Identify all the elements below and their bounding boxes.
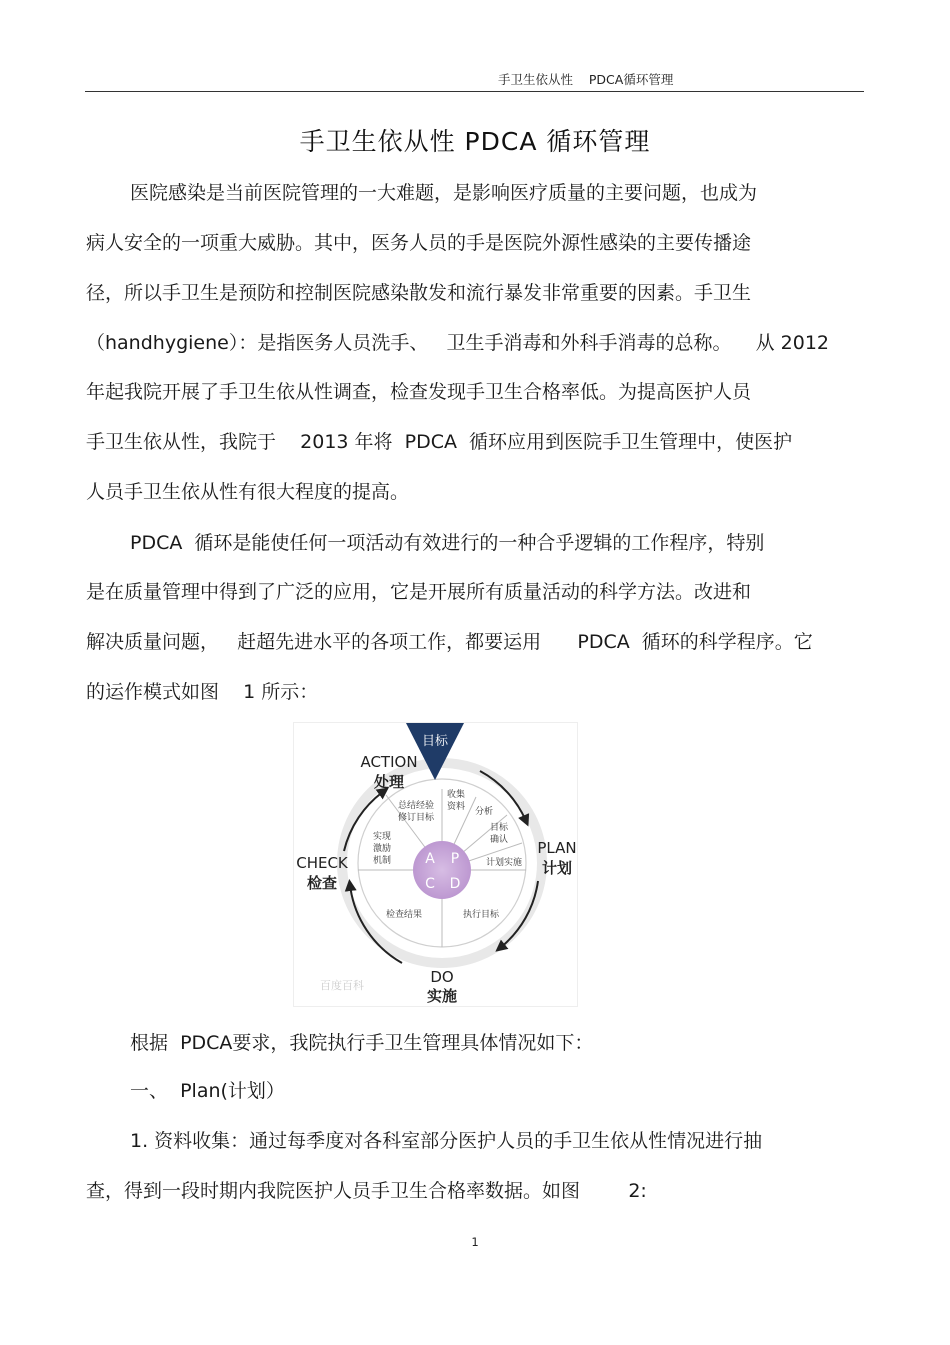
hub-letter: D <box>449 876 461 892</box>
plan-label: PLAN <box>537 839 577 857</box>
intro-line: 径，所以手卫生是预防和控制医院感染散发和流行暴发非常重要的因素。手卫生 <box>86 282 752 304</box>
check-label: CHECK <box>296 854 348 872</box>
intro-line: 年起我院开展了手卫生依从性调查，检查发现手卫生合格率低。为提高医护人员 <box>86 381 752 403</box>
pdca-hub <box>413 841 471 899</box>
quadrant-label: 收集 <box>446 790 466 800</box>
quadrant-label: 修订目标 <box>397 813 435 823</box>
action-label: ACTION <box>360 753 418 771</box>
quadrant-label: 分析 <box>474 807 494 817</box>
quadrant-label: 确认 <box>489 835 509 845</box>
intro-line: （handhygiene）：是指医务人员洗手、 卫生手消毒和外科手消毒的总称。 从 2012 <box>86 332 830 354</box>
hub-letter: C <box>425 876 435 892</box>
intro-line: 医院感染是当前医院管理的一大难题，是影响医疗质量的主要问题，也成为 <box>130 182 758 204</box>
quadrant-label: 资料 <box>446 802 466 812</box>
body-line: 1. 资料收集：通过每季度对各科室部分医护人员的手卫生依从性情况进行抽 <box>130 1130 763 1152</box>
quadrant-label: 目标 <box>489 823 509 833</box>
pdca-line: 的运作模式如图 1 所示： <box>86 681 319 703</box>
intro-line: 人员手卫生依从性有很大程度的提高。 <box>86 481 410 503</box>
body-line: 根据 PDCA要求，我院执行手卫生管理具体情况如下： <box>130 1032 594 1054</box>
action-cn-label: 处理 <box>373 773 405 791</box>
pdca-line: 是在质量管理中得到了广泛的应用，它是开展所有质量活动的科学方法。改进和 <box>86 581 752 603</box>
document-title: 手卫生依从性 PDCA 循环管理 <box>299 127 651 156</box>
quadrant-label: 总结经验 <box>397 801 435 811</box>
page-number: 1 <box>471 1235 479 1249</box>
pdca-line: PDCA 循环是能使任何一项活动有效进行的一种合乎逻辑的工作程序，特别 <box>130 532 765 554</box>
header-rule <box>85 91 864 92</box>
hub-letter: P <box>450 851 460 867</box>
intro-line: 病人安全的一项重大威胁。其中，医务人员的手是医院外源性感染的主要传播途 <box>86 232 752 254</box>
check-cn-label: 检查 <box>306 874 338 892</box>
quadrant-label: 激励 <box>372 844 392 854</box>
do-label: DO <box>430 968 454 986</box>
section-heading: 一、 Plan(计划） <box>130 1080 285 1102</box>
plan-cn-label: 计划 <box>541 859 573 877</box>
hub-letter: A <box>425 851 435 867</box>
running-header: 手卫生依从性 PDCA循环管理 <box>498 72 674 87</box>
quadrant-label: 检查结果 <box>385 910 423 920</box>
pdca-line: 解决质量问题， 赶超先进水平的各项工作，都要运用 PDCA 循环的科学程序。它 <box>86 631 813 653</box>
goal-label: 目标 <box>421 734 449 749</box>
pdca-cycle-figure <box>293 722 578 1007</box>
quadrant-label: 机制 <box>372 856 392 866</box>
body-line: 查，得到一段时期内我院医护人员手卫生合格率数据。如图 2: <box>86 1180 647 1202</box>
intro-line: 手卫生依从性，我院于 2013 年将 PDCA 循环应用到医院手卫生管理中，使医护 <box>86 431 793 453</box>
quadrant-label: 实现 <box>372 832 392 842</box>
watermark: 百度百科 <box>320 979 364 992</box>
quadrant-label: 执行目标 <box>462 910 500 920</box>
quadrant-label: 计划实施 <box>485 858 523 868</box>
do-cn-label: 实施 <box>426 987 458 1005</box>
